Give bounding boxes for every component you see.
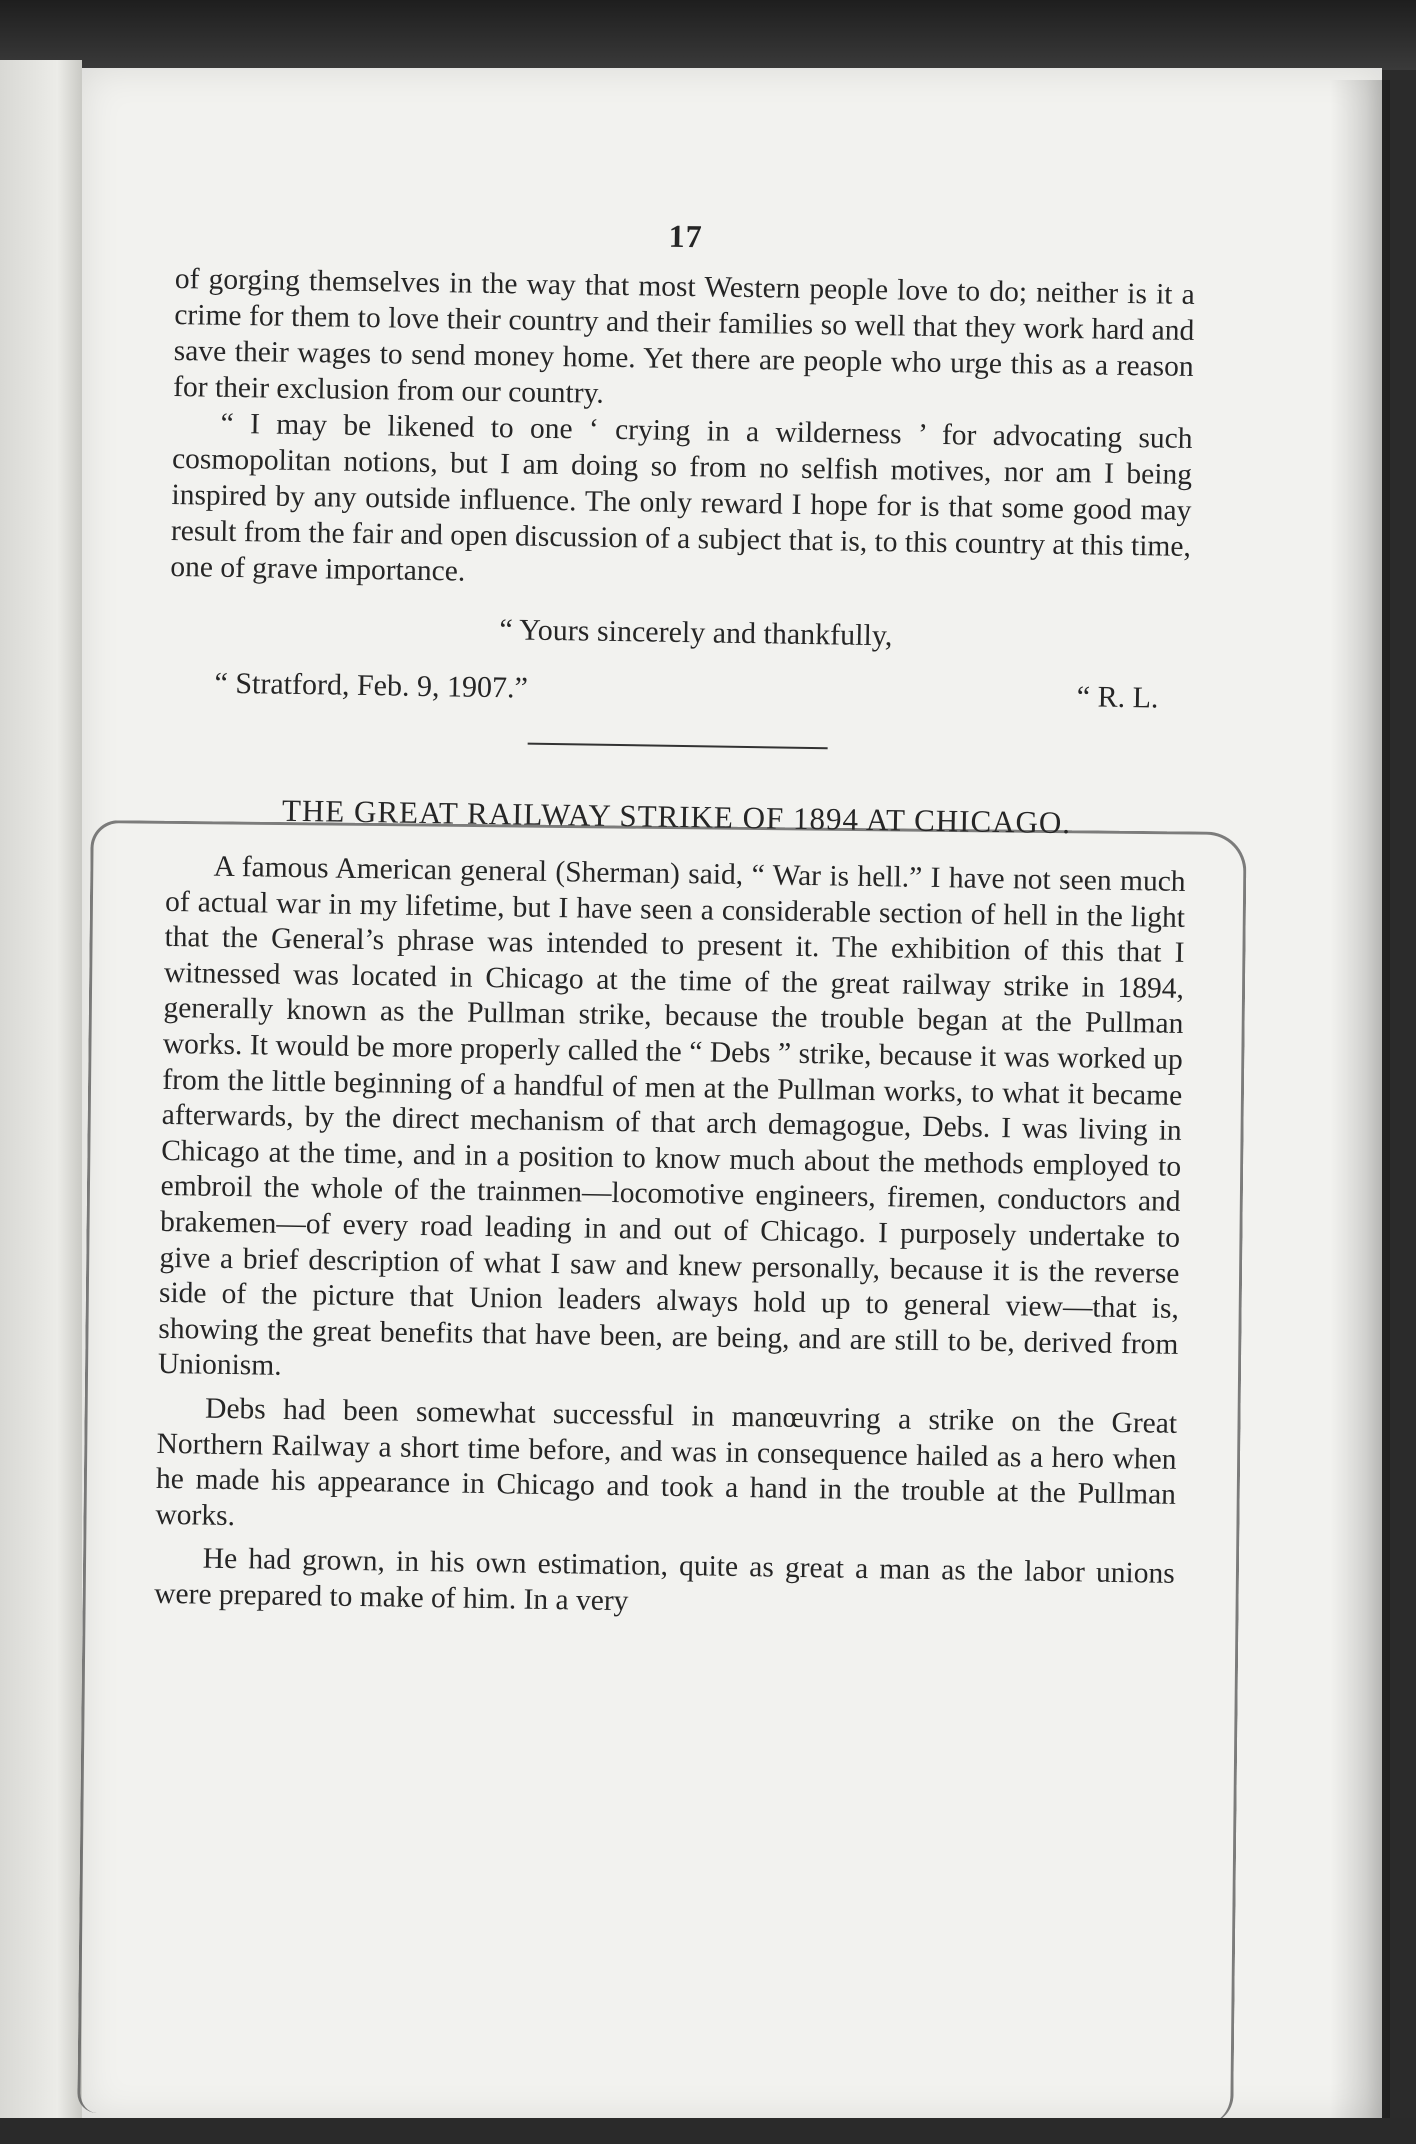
- scan-bottom-edge: [0, 2118, 1416, 2144]
- letter-signature: “ R. L.: [1076, 680, 1159, 715]
- scan-top-edge: [0, 0, 1416, 70]
- letter-closing: “ Yours sincerely and thankfully,: [499, 613, 893, 653]
- page-content: [154, 210, 1196, 1628]
- section-title: THE GREAT RAILWAY STRIKE OF 1894 AT CHICAGO.: [281, 792, 1072, 841]
- page-number: 17: [668, 217, 703, 255]
- section-divider: [528, 743, 828, 750]
- letter-paragraph-1: of gorging themselves in the way that most Western people love to do; neither is it a crime for them to love their country and their families so well that they work hard and save their wages to send money home. Yet there are people who urge this as a reason for their exclusion from our country.: [172, 262, 1196, 410]
- article-paragraph-2: Debs had been somewhat successful in manœuvring a strike on the Great Northern Railway a short time before, and was in consequence hailed as a hero when he made his appearance in Chicago and took a hand in the trouble at the Pullman works.: [155, 1392, 1178, 1532]
- letter-place-date: “ Stratford, Feb. 9, 1907.”: [214, 666, 529, 705]
- page-gutter-shadow: [1330, 80, 1390, 2120]
- facing-page-strip: [0, 60, 82, 2120]
- letter-signoff: [168, 665, 1188, 717]
- letter-paragraph-2: “ I may be likened to one ‘ crying in a wilderness ’ for advocating such cosmopolitan notions, but I am doing so from no selfish motives, nor am I being inspired by any outside influence. The only reward I hope for is that some good may result from the fair and open discussion of a subject that is, to this country at this time, one of grave importance.: [170, 407, 1193, 588]
- letter-section: [168, 261, 1195, 717]
- article-section: [154, 789, 1187, 1628]
- article-paragraph-3: He had grown, in his own estimation, quite as great a man as the labor unions were prepared to make of him. In a very: [154, 1542, 1175, 1618]
- article-paragraph-1: A famous American general (Sherman) said, “ War is hell.” I have not seen much of actual war in my lifetime, but I have seen a considerable section of hell in the light that the General’s phrase was intended to present it. The exhibition of this that I witnessed was located in Chicago at the time of the great railway strike in 1894, generally known as the Pullman strike, because the trouble began at the Pullman works. It would be more properly called the “ Debs ” strike, because it was worked up from the little beginning of a handful of men at the Pullman works, to what it became afterwards, by the direct mechanism of that arch demagogue, Debs. I was living in Chicago at the time, and in a position to know much about the methods employed to embroil the whole of the trainmen—locomotive engineers, firemen, conductors and brakemen—of every road leading in and out of Chicago. I purposely undertake to give a brief description of what I saw and knew personally, because it is the reverse side of the picture that Union leaders always hold up to general view—that is, showing the great benefits that have been, are being, and are still to be, derived from Unionism.: [157, 850, 1186, 1383]
